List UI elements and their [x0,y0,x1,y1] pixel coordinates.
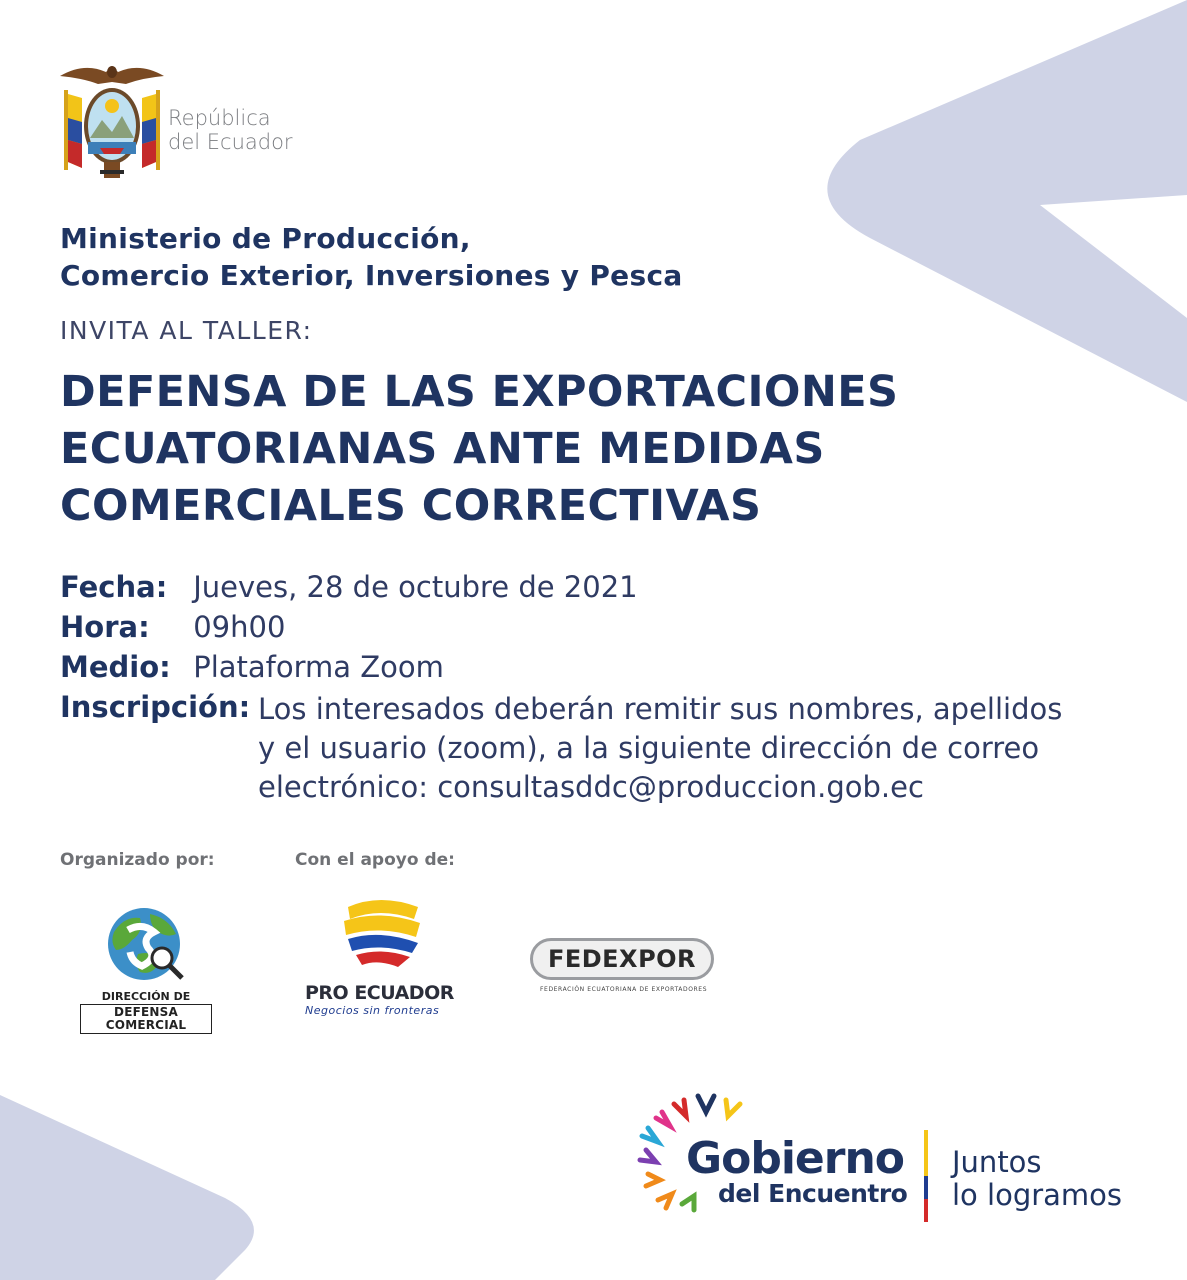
hora-row [60,607,285,647]
republica-label [168,106,293,154]
ministry-line1: Ministerio de Producción, [60,222,471,255]
inscripcion-value [258,690,1158,807]
fedexpor-subtitle: FEDERACIÓN ECUATORIANA DE EXPORTADORES [540,986,708,993]
dc-line2: DEFENSA COMERCIAL [80,1004,212,1034]
inscripcion-line1: Los interesados deberán remitir sus nombres, apellidos [258,692,1063,726]
del-encuentro-label: del Encuentro [718,1179,908,1208]
republica-line1: República [168,106,271,130]
fecha-row [60,567,638,607]
workshop-title [60,364,898,535]
inscripcion-line3: electrónico: consultasddc@produccion.gob.ec [258,770,924,804]
fecha-value: Jueves, 28 de octubre de 2021 [193,570,638,604]
title-line2: ECUATORIANAS ANTE MEDIDAS [60,424,825,474]
top-right-chevron [827,0,1187,402]
medio-label: Medio: [60,650,171,684]
inscripcion-label: Inscripción: [60,690,251,724]
invite-label: INVITA AL TALLER: [60,316,313,345]
proecuador-tagline: Negocios sin fronteras [305,1004,440,1017]
fecha-label: Fecha: [60,570,168,604]
juntos-line1: Juntos [952,1145,1042,1179]
juntos-slogan [952,1146,1122,1212]
defensa-comercial-label [80,990,212,1034]
organizado-label: Organizado por: [60,850,215,870]
ministry-line2: Comercio Exterior, Inversiones y Pesca [60,259,683,292]
medio-row [60,647,444,687]
gobierno-label: Gobierno [686,1133,905,1184]
proecuador-name: PRO ECUADOR [305,982,454,1004]
title-line3: COMERCIALES CORRECTIVAS [60,481,762,531]
apoyo-label: Con el apoyo de: [295,850,455,870]
inscripcion-line2: y el usuario (zoom), a la siguiente dirección de correo [258,731,1040,765]
juntos-line2: lo logramos [952,1178,1123,1212]
coat-of-arms-icon [56,58,168,186]
medio-value: Plataforma Zoom [193,650,444,684]
fedexpor-logo: FEDEXPOR [530,938,714,980]
inscripcion-label-row [60,687,250,727]
proecuador-logo-icon [340,895,424,975]
defensa-comercial-logo-icon [98,892,194,988]
ministry-name [60,220,683,294]
hora-label: Hora: [60,610,150,644]
title-line1: DEFENSA DE LAS EXPORTACIONES [60,367,899,417]
republica-line2: del Ecuador [168,130,293,154]
dc-line1: DIRECCIÓN DE [101,990,191,1003]
bottom-left-chevron [0,1095,254,1280]
flag-divider [922,1130,930,1222]
hora-value: 09h00 [193,610,286,644]
